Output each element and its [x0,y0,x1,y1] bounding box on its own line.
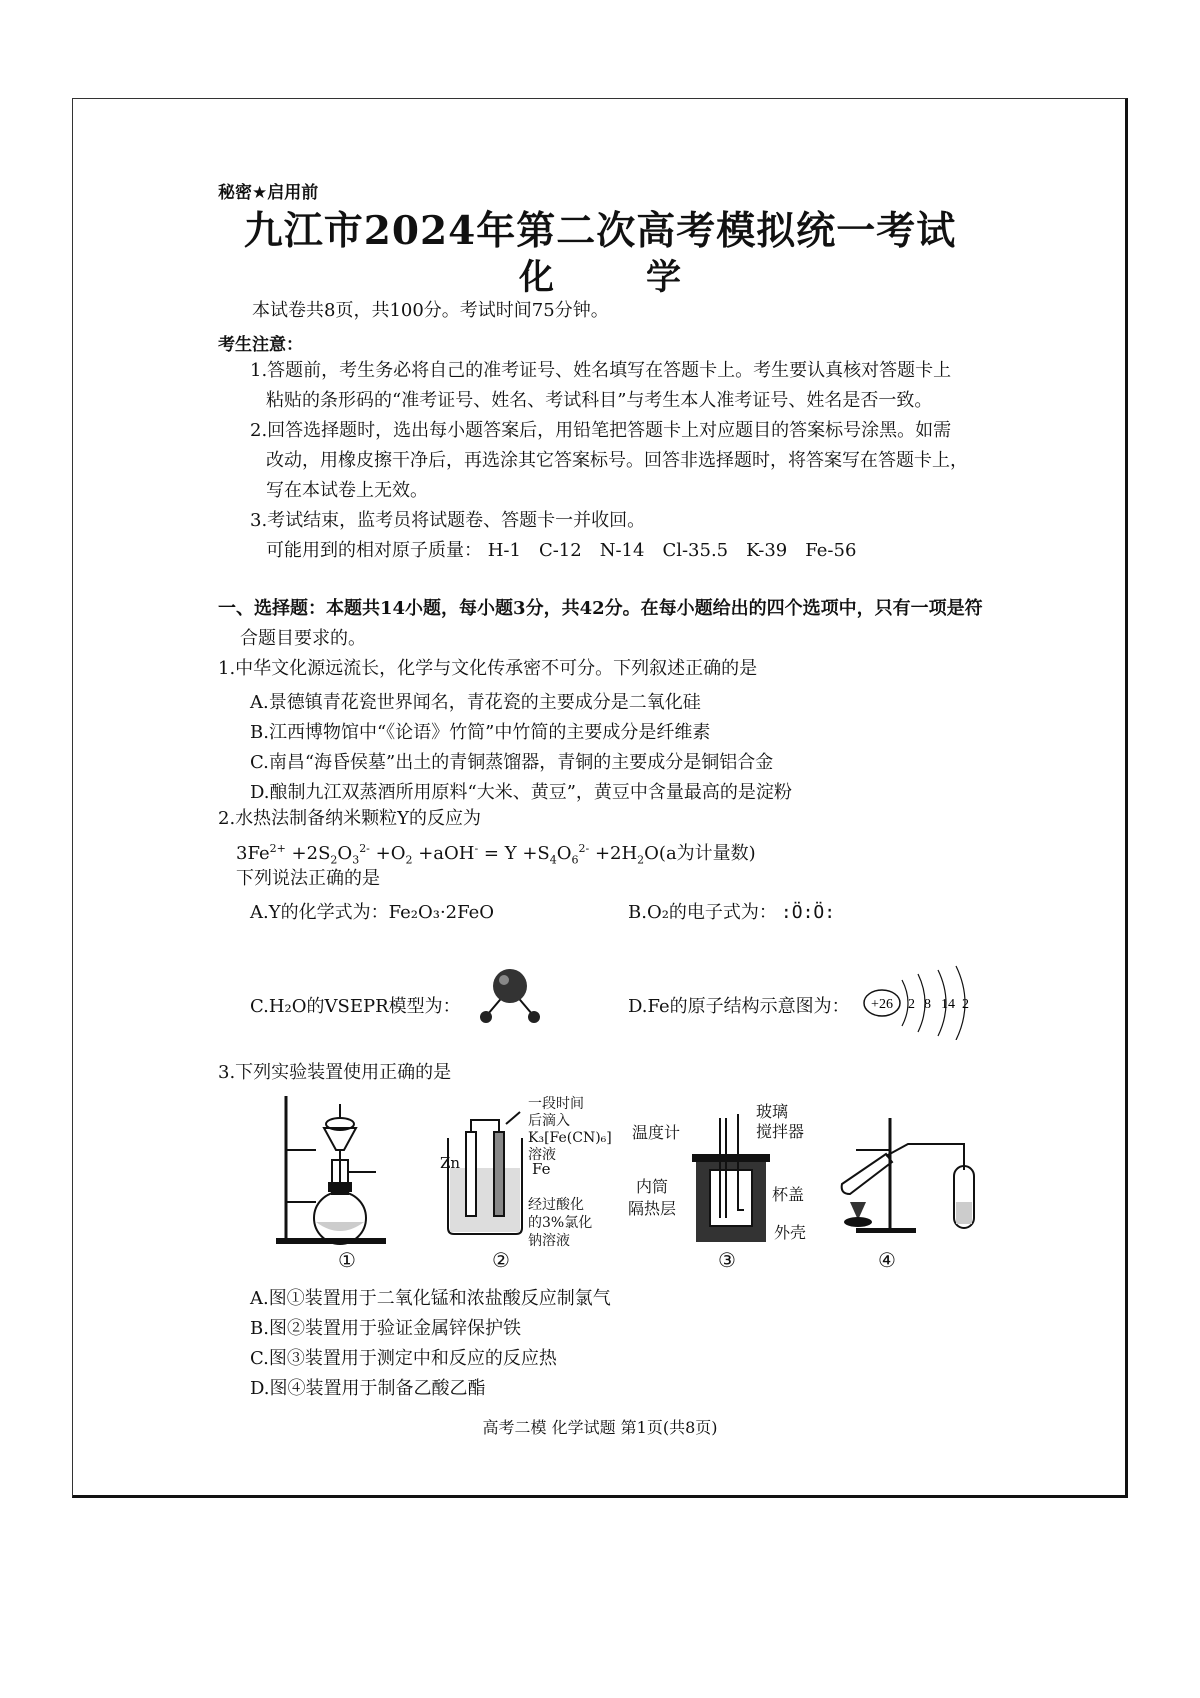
q2-option-d: D.Fe的原子结构示意图为： [628,996,850,1017]
q2-option-a: A.Y的化学式为：Fe₂O₃·2FeO [250,902,495,923]
inner-cup-label: 内筒 [636,1177,669,1196]
nucleus-charge: +26 [871,997,893,1012]
fe-electrode-label: Fe [532,1160,551,1178]
figure-2-solution-label: 经过酸化 的3%氯化 钠溶液 [528,1197,593,1249]
notice-item-2-line1: 2.回答选择题时，选出每小题答案后，用铅笔把答题卡上对应题目的答案标号涂黑。如需 [250,420,952,441]
q1-option-d: D.酿制九江双蒸酒所用原料“大米、黄豆”，黄豆中含量最高的是淀粉 [250,782,792,803]
shell-3-count: 14 [941,997,955,1012]
exam-intro: 本试卷共8页，共100分。考试时间75分钟。 [252,300,609,321]
figure-3-number: ③ [718,1248,736,1272]
figure-2-notes: 一段时间 后滴入 K₃[Fe(CN)₆] 溶液 [528,1096,612,1163]
notice-item-2-line3: 写在本试卷上无效。 [266,480,428,501]
section1-line1: 一、选择题：本题共14小题，每小题3分，共42分。在每小题给出的四个选项中，只有一项是符 [218,598,983,619]
thermometer-label: 温度计 [632,1123,681,1142]
section1-line2: 合题目要求的。 [240,628,366,649]
figure-4-number: ④ [878,1248,896,1272]
atomic-masses: 可能用到的相对原子质量： H-1 C-12 N-14 Cl-35.5 K-39 Fe-56 [266,540,857,561]
q3-option-d: D.图④装置用于制备乙酸乙酯 [250,1378,486,1399]
q2-option-b: B.O₂的电子式为： :Ö:Ö: [628,902,836,923]
exam-title: 九江市2024年第二次高考模拟统一考试 [243,208,957,254]
figure-1-number: ① [338,1248,356,1272]
q1-option-b: B.江西博物馆中“《论语》竹简”中竹简的主要成分是纤维素 [250,722,711,743]
outer-shell-label: 外壳 [774,1223,807,1242]
q2-ask: 下列说法正确的是 [236,868,380,889]
page-footer: 高考二模 化学试题 第1页(共8页) [482,1418,718,1437]
notice-item-1-line1: 1.答题前，考生务必将自己的准考证号、姓名填写在答题卡上。考生要认真核对答题卡上 [250,360,952,381]
o2-electron-formula: :Ö:Ö: [780,902,836,923]
secret-label: 秘密★启用前 [218,183,319,203]
notice-item-3: 3.考试结束，监考员将试题卷、答题卡一并收回。 [250,510,646,531]
notice-item-1-line2: 粘贴的条形码的“准考证号、姓名、考试科目”与考生本人准考证号、姓名是否一致。 [266,390,933,411]
apparatus-1-figure [276,1090,396,1250]
shell-2-count: 8 [924,997,931,1012]
q3-option-a: A.图①装置用于二氧化锰和浓盐酸反应制氯气 [250,1288,611,1309]
notice-item-2-line2: 改动，用橡皮擦干净后，再选涂其它答案标号。回答非选择题时，将答案写在答题卡上， [266,450,968,471]
lid-label: 杯盖 [772,1185,805,1204]
shell-1-count: 2 [908,997,915,1012]
q2-equation: $3Fe^{2+} +2S_2O_3^{2-} +O_2 +aOH^- = Y +S_4O_6^{2-} +2H_2O(a$为计量数) [236,842,756,867]
q1-stem: 1.中华文化源远流长，化学与文化传承密不可分。下列叙述正确的是 [218,658,758,679]
glass-stirrer-label: 玻璃 搅拌器 [756,1102,805,1141]
vsepr-model-icon [470,962,550,1032]
q2-option-c: C.H₂O的VSEPR模型为： [250,996,461,1017]
apparatus-4-figure [836,1110,996,1250]
q2-stem: 2.水热法制备纳米颗粒Y的反应为 [218,808,482,829]
zn-electrode-label: Zn [440,1154,461,1172]
subject-title: 化 学 [518,257,682,298]
q1-option-c: C.南昌“海昏侯墓”出土的青铜蒸馏器，青铜的主要成分是铜铝合金 [250,752,774,773]
apparatus-2-figure [440,1110,530,1250]
fe-atomic-structure-diagram [862,960,982,1040]
q3-option-c: C.图③装置用于测定中和反应的反应热 [250,1348,557,1369]
figure-2-number: ② [492,1248,510,1272]
shell-4-count: 2 [962,997,969,1012]
notice-heading: 考生注意： [218,335,303,355]
q1-option-a: A.景德镇青花瓷世界闻名，青花瓷的主要成分是二氧化硅 [250,692,701,713]
q3-stem: 3.下列实验装置使用正确的是 [218,1062,452,1083]
insulation-label: 隔热层 [628,1199,677,1218]
q3-option-b: B.图②装置用于验证金属锌保护铁 [250,1318,521,1339]
